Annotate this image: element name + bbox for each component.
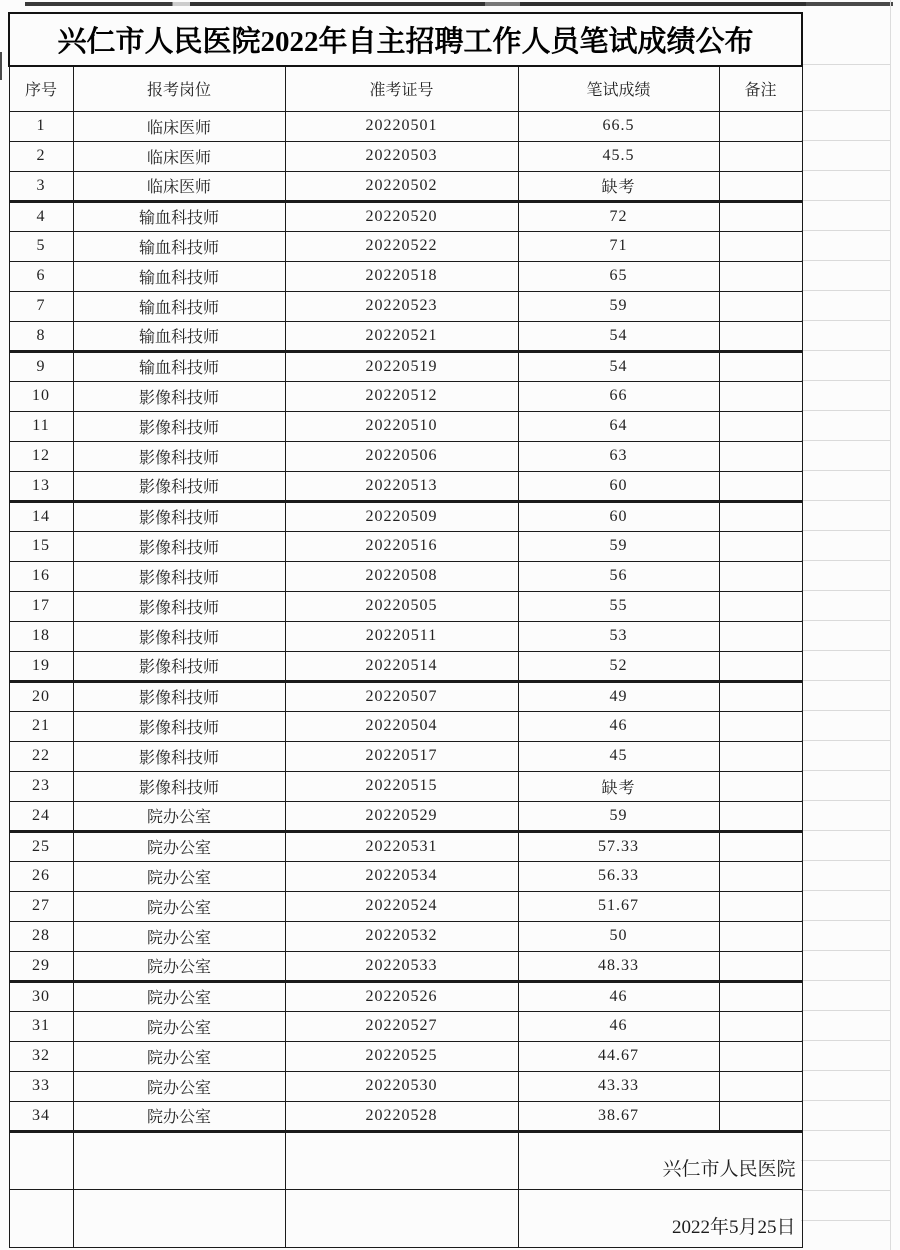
cell-ticket-number: 20220514 bbox=[285, 651, 518, 681]
table-row bbox=[9, 951, 802, 981]
cell-serial-number: 13 bbox=[9, 471, 73, 501]
cell-score: 缺考 bbox=[518, 771, 719, 801]
cell-score: 48.33 bbox=[518, 951, 719, 981]
cell-position: 输血科技师 bbox=[73, 231, 285, 261]
cell-remark bbox=[719, 561, 802, 591]
table-row bbox=[9, 111, 802, 141]
table-row bbox=[9, 201, 802, 231]
cell-remark bbox=[719, 801, 802, 831]
cell-score: 45 bbox=[518, 741, 719, 771]
col-header-ticket: 准考证号 bbox=[285, 66, 518, 111]
cell-serial-number: 27 bbox=[9, 891, 73, 921]
cell-position: 输血科技师 bbox=[73, 261, 285, 291]
cell-remark bbox=[719, 741, 802, 771]
cell-ticket-number: 20220519 bbox=[285, 351, 518, 381]
cell-score: 66.5 bbox=[518, 111, 719, 141]
table-row bbox=[9, 981, 802, 1011]
cell-position: 临床医师 bbox=[73, 111, 285, 141]
cell-remark bbox=[719, 201, 802, 231]
cell-ticket-number: 20220506 bbox=[285, 441, 518, 471]
cell-score: 38.67 bbox=[518, 1101, 719, 1131]
table-row bbox=[9, 681, 802, 711]
table-row bbox=[9, 1011, 802, 1041]
cell-remark bbox=[719, 351, 802, 381]
cell-serial-number: 21 bbox=[9, 711, 73, 741]
signature-date: 2022年5月25日 bbox=[518, 1189, 802, 1247]
cell-remark bbox=[719, 981, 802, 1011]
cell-remark bbox=[719, 1071, 802, 1101]
cell-serial-number: 26 bbox=[9, 861, 73, 891]
cell-score: 57.33 bbox=[518, 831, 719, 861]
cell-ticket-number: 20220522 bbox=[285, 231, 518, 261]
cell-position: 输血科技师 bbox=[73, 201, 285, 231]
cell-remark bbox=[719, 681, 802, 711]
cell-serial-number: 10 bbox=[9, 381, 73, 411]
cell-serial-number: 7 bbox=[9, 291, 73, 321]
table-row bbox=[9, 381, 802, 411]
cell-ticket-number: 20220512 bbox=[285, 381, 518, 411]
table-row bbox=[9, 171, 802, 201]
cell-ticket-number: 20220509 bbox=[285, 501, 518, 531]
cell-serial-number: 24 bbox=[9, 801, 73, 831]
cell-position: 影像科技师 bbox=[73, 411, 285, 441]
table-row bbox=[9, 531, 802, 561]
cell-remark bbox=[719, 1011, 802, 1041]
cell-remark bbox=[719, 651, 802, 681]
cell-remark bbox=[719, 921, 802, 951]
cell-remark bbox=[719, 771, 802, 801]
cell-remark bbox=[719, 1101, 802, 1131]
footer-empty-cell bbox=[9, 1189, 73, 1247]
cell-position: 影像科技师 bbox=[73, 441, 285, 471]
cell-ticket-number: 20220508 bbox=[285, 561, 518, 591]
cell-score: 43.33 bbox=[518, 1071, 719, 1101]
cell-remark bbox=[719, 171, 802, 201]
page-title: 兴仁市人民医院2022年自主招聘工作人员笔试成绩公布 bbox=[9, 13, 802, 66]
cell-ticket-number: 20220520 bbox=[285, 201, 518, 231]
score-table bbox=[8, 12, 803, 1248]
table-row bbox=[9, 771, 802, 801]
cell-score: 63 bbox=[518, 441, 719, 471]
cell-ticket-number: 20220529 bbox=[285, 801, 518, 831]
table-row bbox=[9, 921, 802, 951]
cell-ticket-number: 20220501 bbox=[285, 111, 518, 141]
cell-serial-number: 16 bbox=[9, 561, 73, 591]
cell-remark bbox=[719, 111, 802, 141]
cell-serial-number: 29 bbox=[9, 951, 73, 981]
table-row bbox=[9, 621, 802, 651]
cell-score: 59 bbox=[518, 531, 719, 561]
cell-position: 影像科技师 bbox=[73, 771, 285, 801]
cell-ticket-number: 20220528 bbox=[285, 1101, 518, 1131]
scan-artifact-top-line bbox=[25, 2, 893, 6]
cell-score: 59 bbox=[518, 801, 719, 831]
cell-ticket-number: 20220530 bbox=[285, 1071, 518, 1101]
cell-serial-number: 22 bbox=[9, 741, 73, 771]
table-row bbox=[9, 501, 802, 531]
cell-score: 50 bbox=[518, 921, 719, 951]
margin-gridlines bbox=[801, 110, 890, 1250]
table-row bbox=[9, 351, 802, 381]
title-row bbox=[9, 13, 802, 66]
table-row bbox=[9, 591, 802, 621]
cell-ticket-number: 20220507 bbox=[285, 681, 518, 711]
table-row bbox=[9, 141, 802, 171]
table-row bbox=[9, 711, 802, 741]
cell-position: 院办公室 bbox=[73, 921, 285, 951]
col-header-position: 报考岗位 bbox=[73, 66, 285, 111]
cell-remark bbox=[719, 261, 802, 291]
cell-position: 输血科技师 bbox=[73, 321, 285, 351]
cell-serial-number: 33 bbox=[9, 1071, 73, 1101]
cell-score: 72 bbox=[518, 201, 719, 231]
cell-position: 影像科技师 bbox=[73, 531, 285, 561]
table-body bbox=[9, 111, 802, 1131]
footer-date-row bbox=[9, 1189, 802, 1247]
cell-ticket-number: 20220525 bbox=[285, 1041, 518, 1071]
margin-vertical-gridline bbox=[890, 0, 891, 1250]
cell-ticket-number: 20220510 bbox=[285, 411, 518, 441]
cell-score: 52 bbox=[518, 651, 719, 681]
cell-ticket-number: 20220505 bbox=[285, 591, 518, 621]
cell-score: 71 bbox=[518, 231, 719, 261]
cell-ticket-number: 20220504 bbox=[285, 711, 518, 741]
cell-ticket-number: 20220521 bbox=[285, 321, 518, 351]
cell-position: 影像科技师 bbox=[73, 591, 285, 621]
cell-serial-number: 31 bbox=[9, 1011, 73, 1041]
cell-remark bbox=[719, 441, 802, 471]
cell-serial-number: 9 bbox=[9, 351, 73, 381]
cell-score: 44.67 bbox=[518, 1041, 719, 1071]
cell-position: 影像科技师 bbox=[73, 711, 285, 741]
cell-position: 院办公室 bbox=[73, 1011, 285, 1041]
cell-remark bbox=[719, 951, 802, 981]
cell-serial-number: 12 bbox=[9, 441, 73, 471]
table-row bbox=[9, 741, 802, 771]
col-header-remark: 备注 bbox=[719, 66, 802, 111]
cell-ticket-number: 20220516 bbox=[285, 531, 518, 561]
cell-ticket-number: 20220517 bbox=[285, 741, 518, 771]
cell-score: 60 bbox=[518, 471, 719, 501]
cell-ticket-number: 20220526 bbox=[285, 981, 518, 1011]
cell-ticket-number: 20220534 bbox=[285, 861, 518, 891]
cell-remark bbox=[719, 621, 802, 651]
cell-ticket-number: 20220533 bbox=[285, 951, 518, 981]
cell-ticket-number: 20220524 bbox=[285, 891, 518, 921]
header-row bbox=[9, 66, 802, 111]
cell-position: 院办公室 bbox=[73, 831, 285, 861]
cell-remark bbox=[719, 1041, 802, 1071]
cell-ticket-number: 20220518 bbox=[285, 261, 518, 291]
cell-serial-number: 2 bbox=[9, 141, 73, 171]
cell-serial-number: 18 bbox=[9, 621, 73, 651]
cell-serial-number: 6 bbox=[9, 261, 73, 291]
cell-position: 院办公室 bbox=[73, 1071, 285, 1101]
cell-remark bbox=[719, 831, 802, 861]
cell-remark bbox=[719, 501, 802, 531]
footer-empty-cell bbox=[9, 1131, 73, 1189]
cell-serial-number: 8 bbox=[9, 321, 73, 351]
table-row bbox=[9, 261, 802, 291]
cell-position: 影像科技师 bbox=[73, 681, 285, 711]
table-row bbox=[9, 1041, 802, 1071]
cell-score: 56.33 bbox=[518, 861, 719, 891]
cell-ticket-number: 20220532 bbox=[285, 921, 518, 951]
cell-ticket-number: 20220515 bbox=[285, 771, 518, 801]
table-row bbox=[9, 801, 802, 831]
cell-position: 院办公室 bbox=[73, 801, 285, 831]
cell-position: 影像科技师 bbox=[73, 381, 285, 411]
cell-serial-number: 34 bbox=[9, 1101, 73, 1131]
footer-signature-row bbox=[9, 1131, 802, 1189]
cell-ticket-number: 20220503 bbox=[285, 141, 518, 171]
cell-remark bbox=[719, 531, 802, 561]
cell-score: 46 bbox=[518, 711, 719, 741]
cell-position: 影像科技师 bbox=[73, 471, 285, 501]
cell-position: 院办公室 bbox=[73, 981, 285, 1011]
cell-remark bbox=[719, 591, 802, 621]
table-row bbox=[9, 651, 802, 681]
cell-position: 影像科技师 bbox=[73, 741, 285, 771]
col-header-no: 序号 bbox=[9, 66, 73, 111]
cell-serial-number: 14 bbox=[9, 501, 73, 531]
cell-position: 临床医师 bbox=[73, 141, 285, 171]
cell-score: 60 bbox=[518, 501, 719, 531]
cell-remark bbox=[719, 141, 802, 171]
footer-empty-cell bbox=[73, 1131, 285, 1189]
cell-remark bbox=[719, 471, 802, 501]
table-row bbox=[9, 441, 802, 471]
cell-serial-number: 19 bbox=[9, 651, 73, 681]
cell-serial-number: 15 bbox=[9, 531, 73, 561]
cell-score: 59 bbox=[518, 291, 719, 321]
cell-serial-number: 1 bbox=[9, 111, 73, 141]
cell-score: 54 bbox=[518, 351, 719, 381]
cell-score: 46 bbox=[518, 1011, 719, 1041]
table-row bbox=[9, 321, 802, 351]
cell-score: 66 bbox=[518, 381, 719, 411]
scan-artifact-left-tick bbox=[0, 52, 2, 80]
cell-ticket-number: 20220511 bbox=[285, 621, 518, 651]
col-header-score: 笔试成绩 bbox=[518, 66, 719, 111]
table-row bbox=[9, 1071, 802, 1101]
footer-empty-cell bbox=[73, 1189, 285, 1247]
table-row bbox=[9, 561, 802, 591]
cell-position: 院办公室 bbox=[73, 951, 285, 981]
cell-score: 45.5 bbox=[518, 141, 719, 171]
cell-position: 院办公室 bbox=[73, 1041, 285, 1071]
cell-serial-number: 32 bbox=[9, 1041, 73, 1071]
cell-serial-number: 17 bbox=[9, 591, 73, 621]
cell-remark bbox=[719, 711, 802, 741]
cell-score: 51.67 bbox=[518, 891, 719, 921]
cell-serial-number: 23 bbox=[9, 771, 73, 801]
cell-remark bbox=[719, 291, 802, 321]
cell-score: 49 bbox=[518, 681, 719, 711]
table-row bbox=[9, 861, 802, 891]
cell-position: 院办公室 bbox=[73, 861, 285, 891]
table-row bbox=[9, 231, 802, 261]
footer-empty-cell bbox=[285, 1131, 518, 1189]
cell-score: 65 bbox=[518, 261, 719, 291]
cell-serial-number: 4 bbox=[9, 201, 73, 231]
cell-position: 输血科技师 bbox=[73, 291, 285, 321]
margin-gridline bbox=[801, 64, 890, 65]
cell-position: 影像科技师 bbox=[73, 651, 285, 681]
table-row bbox=[9, 891, 802, 921]
cell-position: 影像科技师 bbox=[73, 621, 285, 651]
cell-serial-number: 30 bbox=[9, 981, 73, 1011]
cell-remark bbox=[719, 411, 802, 441]
cell-score: 54 bbox=[518, 321, 719, 351]
cell-score: 53 bbox=[518, 621, 719, 651]
cell-serial-number: 3 bbox=[9, 171, 73, 201]
cell-position: 院办公室 bbox=[73, 1101, 285, 1131]
cell-serial-number: 25 bbox=[9, 831, 73, 861]
cell-ticket-number: 20220531 bbox=[285, 831, 518, 861]
cell-ticket-number: 20220502 bbox=[285, 171, 518, 201]
cell-position: 临床医师 bbox=[73, 171, 285, 201]
cell-ticket-number: 20220523 bbox=[285, 291, 518, 321]
cell-position: 输血科技师 bbox=[73, 351, 285, 381]
cell-score: 64 bbox=[518, 411, 719, 441]
cell-serial-number: 11 bbox=[9, 411, 73, 441]
cell-serial-number: 5 bbox=[9, 231, 73, 261]
cell-remark bbox=[719, 381, 802, 411]
cell-score: 缺考 bbox=[518, 171, 719, 201]
cell-ticket-number: 20220513 bbox=[285, 471, 518, 501]
table-row bbox=[9, 471, 802, 501]
cell-serial-number: 28 bbox=[9, 921, 73, 951]
table-row bbox=[9, 291, 802, 321]
table-row bbox=[9, 831, 802, 861]
cell-score: 46 bbox=[518, 981, 719, 1011]
cell-score: 55 bbox=[518, 591, 719, 621]
cell-position: 影像科技师 bbox=[73, 501, 285, 531]
cell-ticket-number: 20220527 bbox=[285, 1011, 518, 1041]
cell-remark bbox=[719, 891, 802, 921]
cell-position: 影像科技师 bbox=[73, 561, 285, 591]
cell-remark bbox=[719, 321, 802, 351]
cell-remark bbox=[719, 231, 802, 261]
signature: 兴仁市人民医院 bbox=[518, 1131, 802, 1189]
footer-empty-cell bbox=[285, 1189, 518, 1247]
table-row bbox=[9, 1101, 802, 1131]
cell-serial-number: 20 bbox=[9, 681, 73, 711]
table-row bbox=[9, 411, 802, 441]
cell-remark bbox=[719, 861, 802, 891]
cell-score: 56 bbox=[518, 561, 719, 591]
cell-position: 院办公室 bbox=[73, 891, 285, 921]
